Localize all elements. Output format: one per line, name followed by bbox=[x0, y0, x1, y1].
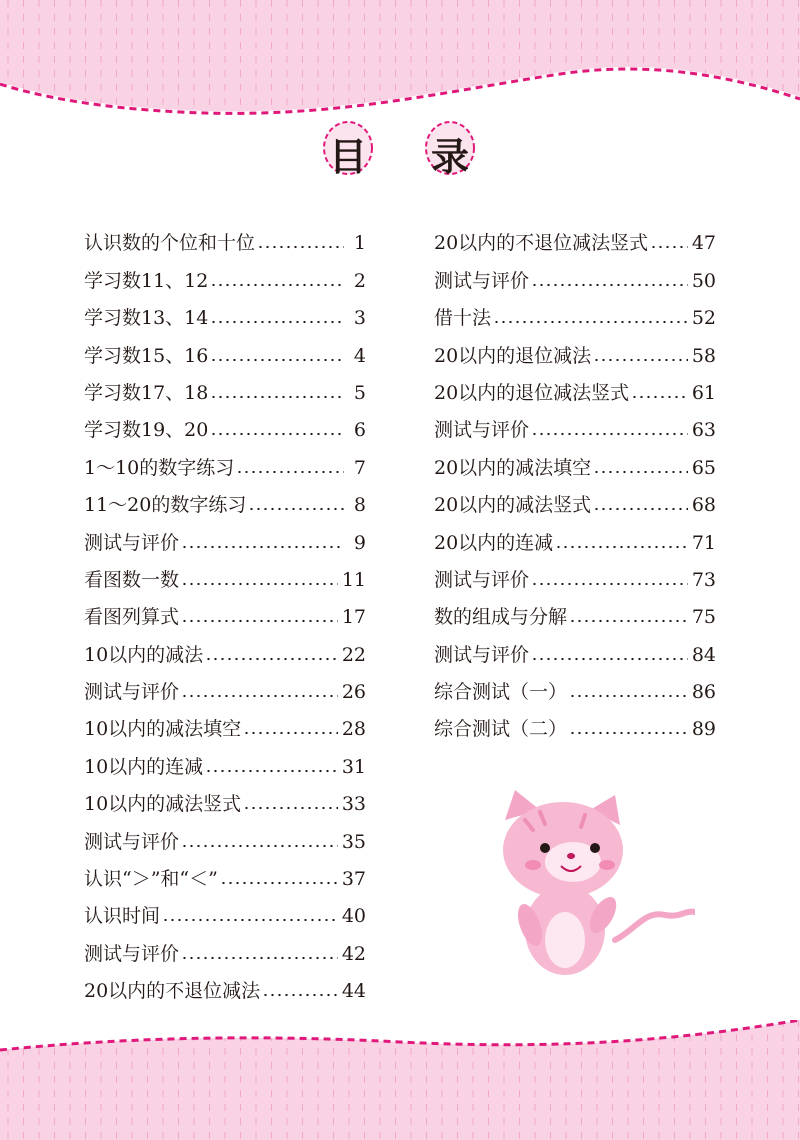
toc-entry[interactable] bbox=[434, 629, 716, 666]
toc-entry[interactable] bbox=[84, 966, 366, 1003]
dot-leader bbox=[262, 992, 338, 998]
toc-entry-page: 8 bbox=[353, 494, 366, 517]
toc-entry[interactable] bbox=[434, 517, 716, 554]
toc-entry-title: 20以内的退位减法竖式 bbox=[434, 381, 630, 404]
toc-entry-title: 学习数15、16 bbox=[84, 344, 209, 367]
top-decorative-band bbox=[0, 0, 800, 120]
toc-entry-page: 61 bbox=[691, 381, 716, 404]
toc-entry[interactable] bbox=[434, 293, 716, 330]
toc-entry[interactable] bbox=[434, 704, 716, 741]
toc-entry[interactable] bbox=[84, 741, 366, 778]
toc-entry-page: 84 bbox=[691, 643, 716, 666]
toc-entry[interactable] bbox=[84, 779, 366, 816]
toc-entry[interactable] bbox=[84, 442, 366, 479]
toc-entry-title: 学习数13、14 bbox=[84, 307, 209, 330]
toc-entry[interactable] bbox=[84, 816, 366, 853]
toc-entry-page: 3 bbox=[353, 307, 366, 330]
toc-entry[interactable] bbox=[434, 592, 716, 629]
toc-entry-title: 20以内的减法竖式 bbox=[434, 494, 592, 517]
toc-entry-page: 5 bbox=[353, 381, 366, 404]
toc-entry[interactable] bbox=[434, 442, 716, 479]
page-title bbox=[0, 120, 800, 180]
toc-entry[interactable] bbox=[84, 255, 366, 292]
toc-entry-title: 测试与评价 bbox=[434, 568, 530, 591]
toc-left-column bbox=[84, 218, 366, 1003]
toc-entry-title: 20以内的不退位减法 bbox=[84, 980, 261, 1003]
toc-entry-title: 10以内的减法填空 bbox=[84, 718, 242, 741]
toc-entry-title: 测试与评价 bbox=[84, 830, 180, 853]
dot-leader bbox=[531, 431, 688, 437]
dot-leader bbox=[531, 581, 688, 587]
toc-entry-title: 认识数的个位和十位 bbox=[84, 232, 256, 255]
toc-entry-page: 1 bbox=[353, 232, 366, 255]
toc-entry-page: 6 bbox=[353, 419, 366, 442]
toc-entry-title: 测试与评价 bbox=[84, 681, 180, 704]
toc-entry[interactable] bbox=[84, 405, 366, 442]
toc-entry-title: 20以内的不退位减法竖式 bbox=[434, 232, 649, 255]
dot-leader bbox=[243, 730, 338, 736]
dot-leader bbox=[205, 656, 338, 662]
toc-entry-title: 认识“＞”和“＜” bbox=[84, 868, 218, 891]
toc-entry-page: 33 bbox=[341, 793, 366, 816]
toc-entry-title: 10以内的连减 bbox=[84, 755, 204, 778]
toc-entry-page: 65 bbox=[691, 456, 716, 479]
toc-entry-page: 73 bbox=[691, 568, 716, 591]
toc-entry[interactable] bbox=[84, 704, 366, 741]
toc-entry-title: 认识时间 bbox=[84, 905, 161, 928]
toc-entry-page: 75 bbox=[691, 606, 716, 629]
dot-leader bbox=[593, 357, 688, 363]
dot-leader bbox=[210, 357, 344, 363]
toc-right-column bbox=[434, 218, 716, 741]
toc-entry[interactable] bbox=[84, 854, 366, 891]
dot-leader bbox=[631, 394, 688, 400]
toc-entry-page: 42 bbox=[341, 942, 366, 965]
toc-entry[interactable] bbox=[84, 218, 366, 255]
toc-entry-page: 40 bbox=[341, 905, 366, 928]
toc-entry-title: 学习数19、20 bbox=[84, 419, 209, 442]
toc-entry[interactable] bbox=[84, 629, 366, 666]
bottom-decorative-band bbox=[0, 1020, 800, 1140]
toc-entry-title: 综合测试（二） bbox=[434, 718, 568, 741]
dot-leader bbox=[569, 618, 688, 624]
toc-entry[interactable] bbox=[84, 517, 366, 554]
toc-entry-title: 测试与评价 bbox=[434, 419, 530, 442]
dot-leader bbox=[210, 431, 344, 437]
dot-leader bbox=[569, 730, 688, 736]
toc-entry-page: 2 bbox=[353, 269, 366, 292]
toc-entry-page: 71 bbox=[691, 531, 716, 554]
toc-entry-page: 68 bbox=[691, 494, 716, 517]
toc-entry[interactable] bbox=[84, 891, 366, 928]
dot-leader bbox=[531, 282, 688, 288]
toc-entry[interactable] bbox=[434, 218, 716, 255]
dot-leader bbox=[205, 768, 338, 774]
toc-entry-title: 测试与评价 bbox=[434, 269, 530, 292]
toc-entry-page: 86 bbox=[691, 681, 716, 704]
toc-entry-page: 31 bbox=[341, 755, 366, 778]
toc-entry-page: 47 bbox=[691, 232, 716, 255]
toc-entry[interactable] bbox=[84, 928, 366, 965]
toc-entry[interactable] bbox=[434, 368, 716, 405]
dot-leader bbox=[220, 880, 338, 886]
toc-entry-title: 数的组成与分解 bbox=[434, 606, 568, 629]
toc-entry-title: 20以内的连减 bbox=[434, 531, 554, 554]
dot-leader bbox=[181, 843, 338, 849]
toc-entry-title: 20以内的退位减法 bbox=[434, 344, 592, 367]
dot-leader bbox=[210, 394, 344, 400]
toc-entry-title: 借十法 bbox=[434, 307, 492, 330]
toc-entry-title: 10以内的减法竖式 bbox=[84, 793, 242, 816]
dot-leader bbox=[555, 544, 688, 550]
toc-entry[interactable] bbox=[84, 592, 366, 629]
toc-entry-page: 17 bbox=[341, 606, 366, 629]
toc-entry-page: 44 bbox=[341, 980, 366, 1003]
toc-entry-title: 20以内的减法填空 bbox=[434, 456, 592, 479]
toc-entry-title: 1～10的数字练习 bbox=[84, 456, 235, 479]
toc-entry-page: 9 bbox=[353, 531, 366, 554]
cat-illustration bbox=[495, 790, 695, 984]
toc-entry-title: 综合测试（一） bbox=[434, 681, 568, 704]
dot-leader bbox=[162, 917, 338, 923]
toc-entry[interactable] bbox=[434, 555, 716, 592]
toc-entry[interactable] bbox=[84, 555, 366, 592]
dot-leader bbox=[243, 805, 338, 811]
toc-entry[interactable] bbox=[434, 480, 716, 517]
dot-leader bbox=[531, 656, 688, 662]
toc-entry-title: 10以内的减法 bbox=[84, 643, 204, 666]
dot-leader bbox=[248, 506, 344, 512]
toc-entry-title: 11～20的数字练习 bbox=[84, 494, 247, 517]
toc-entry-page: 52 bbox=[691, 307, 716, 330]
toc-entry[interactable] bbox=[434, 405, 716, 442]
toc-entry[interactable] bbox=[434, 667, 716, 704]
title-char-lu: 录 bbox=[424, 120, 476, 176]
toc-entry-page: 37 bbox=[341, 868, 366, 891]
toc-entry-page: 22 bbox=[341, 643, 366, 666]
toc-entry[interactable] bbox=[84, 667, 366, 704]
toc-entry-title: 测试与评价 bbox=[84, 531, 180, 554]
toc-entry-page: 28 bbox=[341, 718, 366, 741]
toc-entry-page: 11 bbox=[341, 568, 366, 591]
dot-leader bbox=[650, 244, 688, 250]
dot-leader bbox=[257, 244, 344, 250]
toc-entry[interactable] bbox=[84, 368, 366, 405]
dot-leader bbox=[181, 581, 338, 587]
dot-leader bbox=[593, 506, 688, 512]
toc-entry[interactable] bbox=[434, 255, 716, 292]
toc-entry[interactable] bbox=[84, 480, 366, 517]
toc-entry-title: 测试与评价 bbox=[434, 643, 530, 666]
dot-leader bbox=[181, 544, 344, 550]
dot-leader bbox=[181, 693, 338, 699]
dot-leader bbox=[210, 319, 344, 325]
toc-entry-title: 看图数一数 bbox=[84, 568, 180, 591]
toc-entry-page: 26 bbox=[341, 681, 366, 704]
toc-entry[interactable] bbox=[84, 330, 366, 367]
toc-entry[interactable] bbox=[84, 293, 366, 330]
toc-entry-title: 学习数11、12 bbox=[84, 269, 209, 292]
toc-entry-page: 58 bbox=[691, 344, 716, 367]
toc-entry[interactable] bbox=[434, 330, 716, 367]
dot-leader bbox=[236, 469, 344, 475]
dot-leader bbox=[210, 282, 344, 288]
toc-entry-page: 35 bbox=[341, 830, 366, 853]
dot-leader bbox=[569, 693, 688, 699]
title-char-mu: 目 bbox=[322, 120, 374, 176]
dot-leader bbox=[181, 955, 338, 961]
dot-leader bbox=[493, 319, 688, 325]
toc-entry-page: 4 bbox=[353, 344, 366, 367]
dot-leader bbox=[593, 469, 688, 475]
toc-entry-title: 测试与评价 bbox=[84, 942, 180, 965]
toc-entry-page: 7 bbox=[353, 456, 366, 479]
toc-entry-page: 63 bbox=[691, 419, 716, 442]
dot-leader bbox=[181, 618, 338, 624]
toc-entry-title: 学习数17、18 bbox=[84, 381, 209, 404]
toc-entry-title: 看图列算式 bbox=[84, 606, 180, 629]
toc-entry-page: 50 bbox=[691, 269, 716, 292]
toc-entry-page: 89 bbox=[691, 718, 716, 741]
